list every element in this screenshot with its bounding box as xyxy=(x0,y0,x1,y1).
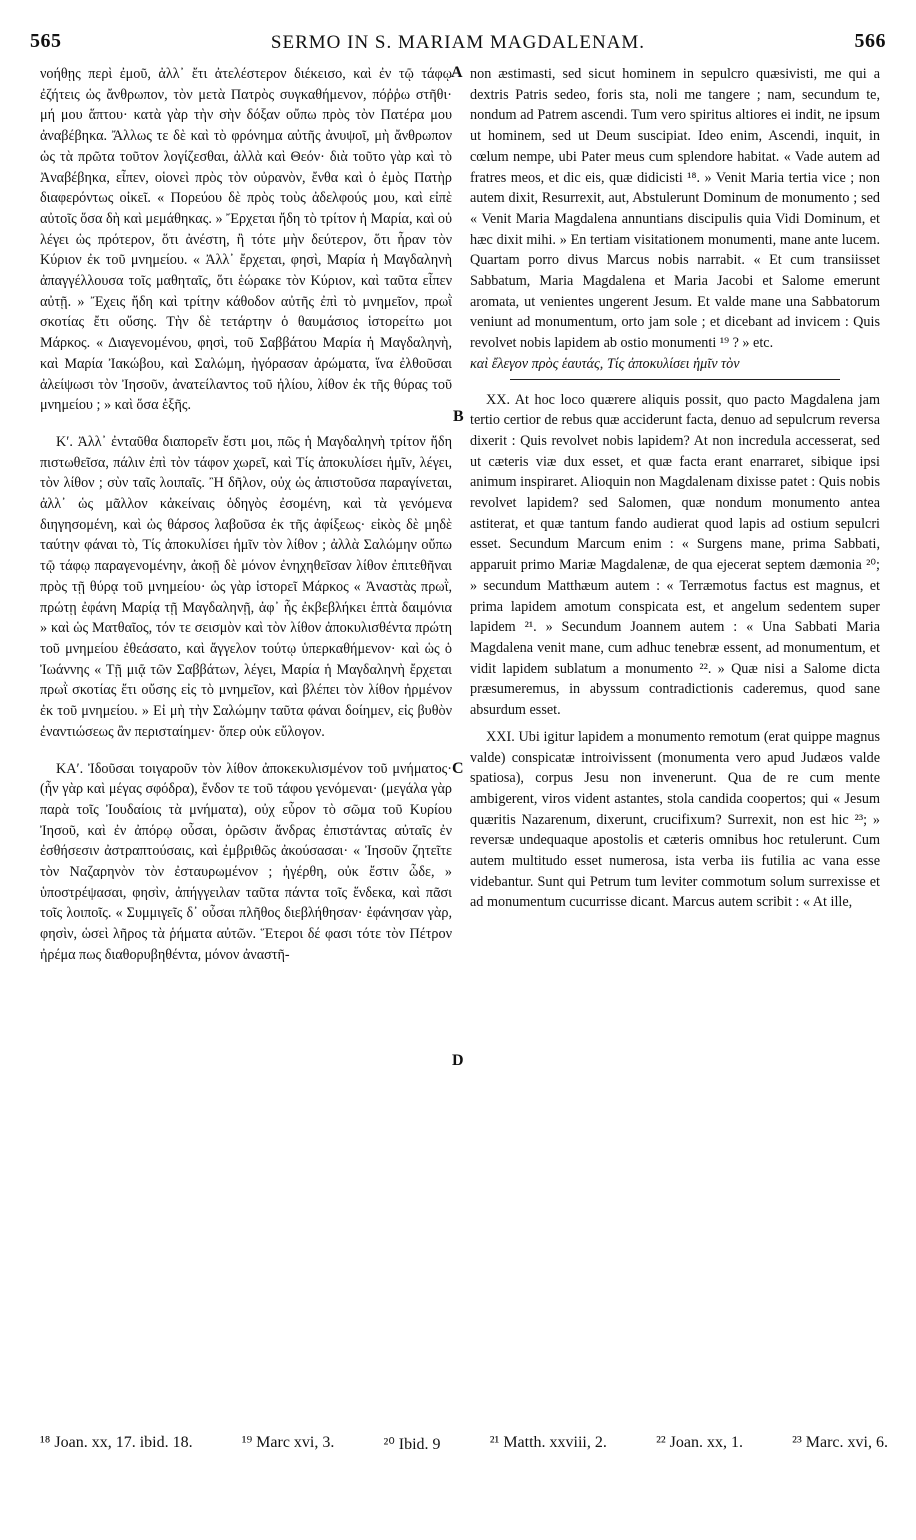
page-number-left: 565 xyxy=(30,30,62,52)
latin-column xyxy=(470,64,880,913)
latin-paragraph: XX. At hoc loco quærere aliquis possit, quo pacto Magdalena jam tertio certior de rebus quæ acciderunt facta, denuo ad sepulcrum reversa dixerit : Quis revolvet nobis lapidem? At non incredula accesserat, sed ut cæteris viæ dux esset, et quæ facta erant enarraret, sibique ipsi animum inspiraret. Alioquin non Magdalenam dixisse patet : Quis nobis revolvet lapidem? sed Salomen, quæ nondum monumento antea astiterat, et quæ tantum fando audierat quod lapis ad ostium sepulcri esset. Secundum Marcum enim : « Surgens mane, prima Sabbati, apparuit primo Mariæ Magdalenæ, de qua ejecerat septem dæmonia ²⁰; » secundum Matthæum autem : « Terræmotus factus est magnus, et prima lapidem amotum conspicata est, et angelum sedentem super lapidem ²¹. » Secundum Joannem autem : « Una Sabbati Maria Magdalena venit mane, cum adhuc tenebræ essent, ad monumentum, et vidit lapidem sublatum a monumento ²². » Quæ nisi a Salome dicta præsumeremus, in abyssum contradictionis caderemus, quod sane absurdum esset. xyxy=(470,391,880,719)
footnote: ²⁰ Ibid. 9 xyxy=(383,1436,441,1453)
margin-marker-a: A xyxy=(451,64,463,81)
page-number-right: 566 xyxy=(854,30,886,52)
running-title: SERMO IN S. MARIAM MAGDALENAM. xyxy=(270,32,646,53)
greek-paragraph: ΚΑʹ. Ἰδοῦσαι τοιγαροῦν τὸν λίθον ἀποκεκυλισμένον τοῦ μνήματος· (ἦν γὰρ καὶ μέγας σφόδρα), ἔνδον τε τοῦ τάφου γενόμεναι· (μεγάλα γὰρ παρὰ τοῖς Ἰουδαίοις τὰ μνήματα), οὐχ εὗρον τὸ σῶμα τοῦ Κυρίου Ἰησοῦ, καὶ ἐν ἀπόρῳ οὖσαι, ὁρῶσιν ἄνδρας ἐπιστάντας αὐταῖς ἐν ἐσθήσεσιν ἀστραπτούσαις, καὶ ἐμβριθῶς ἀκούσασαι· « Ἰησοῦν ζητεῖτε τὸν Ναζαρηνὸν τὸν ἐσταυρωμένον ; ἠγέρθη, οὐκ ἔστιν ὧδε, » ὑποστρέψασαι, φησὶν, ἀπήγγειλαν ταῦτα πάντα τοῖς ἕνδεκα, καὶ πᾶσι τοῖς λοιποῖς. « Συμμιγεῖς δ᾽ οὖσαι πλῆθος διεβλήθησαν· ἐφάνησαν γὰρ, φησὶν, ὡσεὶ λῆρος τὰ ῥήματα αὐτῶν. Ἕτεροι δέ φασι τότε τὸν Πέτρον ἠρέμα πως διαθορυβηθέντα, μόνον ἀναστῆ- xyxy=(40,760,452,963)
greek-paragraph: νοήθῃς περὶ ἐμοῦ, ἀλλ᾽ ἔτι ἀτελέστερον διέκεισο, καὶ ἐν τῷ τάφῳ ἐζήτεις ὡς ἄνθρωπον, τὸν μετὰ Πατρὸς συγκαθήμενον, πόῤῥω στῆθι· μή μου ἅπτου· κατὰ γὰρ τὴν σὴν δόξαν οὔπω πρὸς τὸν Πατέρα μου ἀναβέβηκα. Ἄλλως τε δὲ καὶ τὸ φρόνημα αὐτῆς ἀνυψοῖ, μὴ ἄνθρωπον ὡς τὰ πρῶτα τοῦτον λογίζεσθαι, ἀλλὰ καὶ Θεόν· διὰ τοῦτο γὰρ καὶ τὸ Ἀναβέβηκα, εἶπεν, οἱονεὶ πρὸς τὸν οὐρανὸν, ἔνθα καὶ ὁ ἐμὸς Πατὴρ διαφερόντως οἰκεῖ. « Πορεύου δὲ πρὸς τοὺς ἀδελφούς μου, καὶ εἰπὲ αὐτοῖς ὅσα δὴ καὶ μεμάθηκας. » Ἔρχεται ἤδη τὸ τρίτον ἡ Μαρία, καὶ οὐ λέγει ὡς πρότερον, ὅτι ἀνέστη, ἢ τότε μὴν δεύτερον, ὅτι ἦραν τὸν Κύριον ἐκ τοῦ μνημείου. « Ἀλλ᾽ ἔρχεται, φησὶ, Μαρία ἡ Μαγδαληνὴ ἀπαγγέλλουσα τοῖς μαθηταῖς, ὅτι ἑώρακε τὸν Κύριον, καὶ ταῦτα εἶπεν αὐτῇ. » Ἔχεις ἤδη καὶ τρίτην κάθοδον αὐτῆς ἐπὶ τὸ μνημεῖον, πρωῒ σκοτίας ἔτι οὔσης. Τὴν δὲ τετάρτην ὁ θαυμάσιος ἱστορείτω μοι Μάρκος. « Διαγενομένου, φησὶ, τοῦ Σαββάτου Μαρία ἡ Μαγδαληνὴ, καὶ Μαρία Ἰακώβου, καὶ Σαλώμη, ἠγόρασαν ἀρώματα, ἵνα ἐλθοῦσαι ἀλείψωσι τὸν Ἰησοῦν, ἀνατείλαντος τοῦ ἡλίου, λίθον ἐκ τῆς θύρας τοῦ μνημείου ; » καὶ ὅσα ἑξῆς. xyxy=(40,66,452,414)
margin-marker-d: D xyxy=(452,1052,464,1069)
footnote: ¹⁹ Marc xvi, 3. xyxy=(241,1434,335,1451)
footnote: ¹⁸ Joan. xx, 17. ibid. 18. xyxy=(40,1434,193,1451)
column-separator xyxy=(510,379,840,380)
footnote: ²³ Marc. xvi, 6. xyxy=(792,1434,888,1451)
latin-paragraph: XXI. Ubi igitur lapidem a monumento remotum (erat quippe magnus valde) conspicatæ introivissent (monumenta vero apud Judæos valde spatiosa), corpus Jesu non invenerunt. Qua de re cum mente ambigerent, viros vident astantes, stola candida coopertos; qui « Jesum quæritis Nazarenum, dixerunt, crucifixum? Surrexit, non est hic ²³; » reversæ undequaque apostolis et cæteris omnibus hoc retulerunt. Cum autem multitudo esset numerosa, ista verba iis futilia ac vana esse videbantur. Sunt qui Petrum tum leviter commotum solum surrexisse et ad monumentum cucurrisse dicant. Marcus autem scribit : « At ille, xyxy=(470,728,880,911)
greek-paragraph: Κʹ. Ἀλλ᾽ ἐνταῦθα διαπορεῖν ἔστι μοι, πῶς ἡ Μαγδαληνὴ τρίτον ἤδη πιστωθεῖσα, πάλιν ἐπὶ τὸν τάφον χωρεῖ, καὶ Τίς ἀποκυλίσει ἡμῖν, λέγει, τὸν λίθον ; σὺν ταῖς λοιπαῖς. Ἢ δῆλον, οὐχ ὡς ἀπιστοῦσα παραγίνεται, ἀλλ᾽ ὡς μᾶλλον κἀκείναις ὁδηγὸς ἐσομένη, καὶ τὰ γενόμενα διηγησομένη, καὶ ὡς θάρσος λαβοῦσα ἐκ τῆς ἀφίξεως· εἰκὸς δὲ μηδὲ ταύτην φάναι τὸ, Τίς ἀποκυλίσει ἡμῖν τὸν λίθον ; ἀλλὰ Σαλώμην οὔπω τῷ τάφῳ παραγενομένην, ἀκοῇ δὲ μόνον ἐνηχηθεῖσαν λίθον ἐπιτεθῆναι πρὸς τῇ θύρᾳ τοῦ μνημείου· ὡς γὰρ ἱστορεῖ Μάρκος « Ἀναστὰς πρωῒ, πρώτῃ ἐφάνη Μαρίᾳ τῇ Μαγδαληνῇ, ἀφ᾽ ἧς ἐκβεβλήκει ἑπτὰ δαιμόνια » καὶ ὡς Ματθαῖος, τόν τε σεισμὸν καὶ τὸν λίθον ἀποκυλισθέντα πρώτη τοῦ μνημείου ἐθεάσατο, καὶ ἄγγελον τούτῳ ὑπερκαθήμενον· καὶ ὡς ὁ Ἰωάννης « Τῇ μιᾷ τῶν Σαββάτων, λέγει, Μαρία ἡ Μαγδαληνὴ ἔρχεται πρωῒ σκοτίας ἔτι οὔσης εἰς τὸ μνημεῖον, καὶ βλέπει τὸν λίθον ἠρμένον ἐκ τοῦ μνημείου. » Εἰ μὴ τὴν Σαλώμην ταῦτα φάναι δοίημεν, εἰς βυθὸν ἐναντιώσεως ἂν περιστα​ίημεν· ὅπερ οὐκ εὔλογον. xyxy=(40,433,452,740)
latin-paragraph: non æstimasti, sed sicut hominem in sepulcro quæsivisti, me qui a dextris Patris sedeo, foris sta, noli me tangere ; nam, secundum te, nondum ad Patrem ascendi. Tum vero spiritus altiores ei indit, ne ipsum ut hominem, sed ut Deum suscipiat. Ideo enim, Ascendi, inquit, in cœlum nempe, ubi Pater meus cum splendore habitat. « Vade autem ad fratres meos, et dic eis, quæ didicisti ¹⁸. » Venit Maria tertia vice ; non autem dixit, Resurrexit, aut, Abstulerunt Dominum de monumento ; sed « Venit Maria Magdalena annuntians discipulis quia Vidi Dominum, et hæc dixit mihi. » En tertiam visitationem monumenti, mane ante lucem. Quartam porro divus Marcus nobis narrabit. « Et cum transiisset Sabbatum, Maria Magdalena et Maria Jacobi et Salome emerunt aromata, ut venientes ungerent Jesum. Et valde mane una Sabbatorum veniunt ad monumentum, orto jam sole ; et dicebant ad invicem : Quis revolvet nobis lapidem ab ostio monumenti ¹⁹ ? » etc. xyxy=(470,66,880,352)
margin-marker-b: B xyxy=(453,408,464,425)
footnote: ²² Joan. xx, 1. xyxy=(656,1434,743,1451)
greek-column xyxy=(40,64,452,966)
margin-marker-c: C xyxy=(452,760,464,777)
greek-continuation-line: καὶ ἔλεγον πρὸς ἑαυτάς, Τίς ἀποκυλίσει ἡμῖν τὸν xyxy=(470,355,740,372)
footnotes xyxy=(40,1434,888,1454)
page-header xyxy=(30,30,886,60)
footnote: ²¹ Matth. xxviii, 2. xyxy=(489,1434,607,1451)
